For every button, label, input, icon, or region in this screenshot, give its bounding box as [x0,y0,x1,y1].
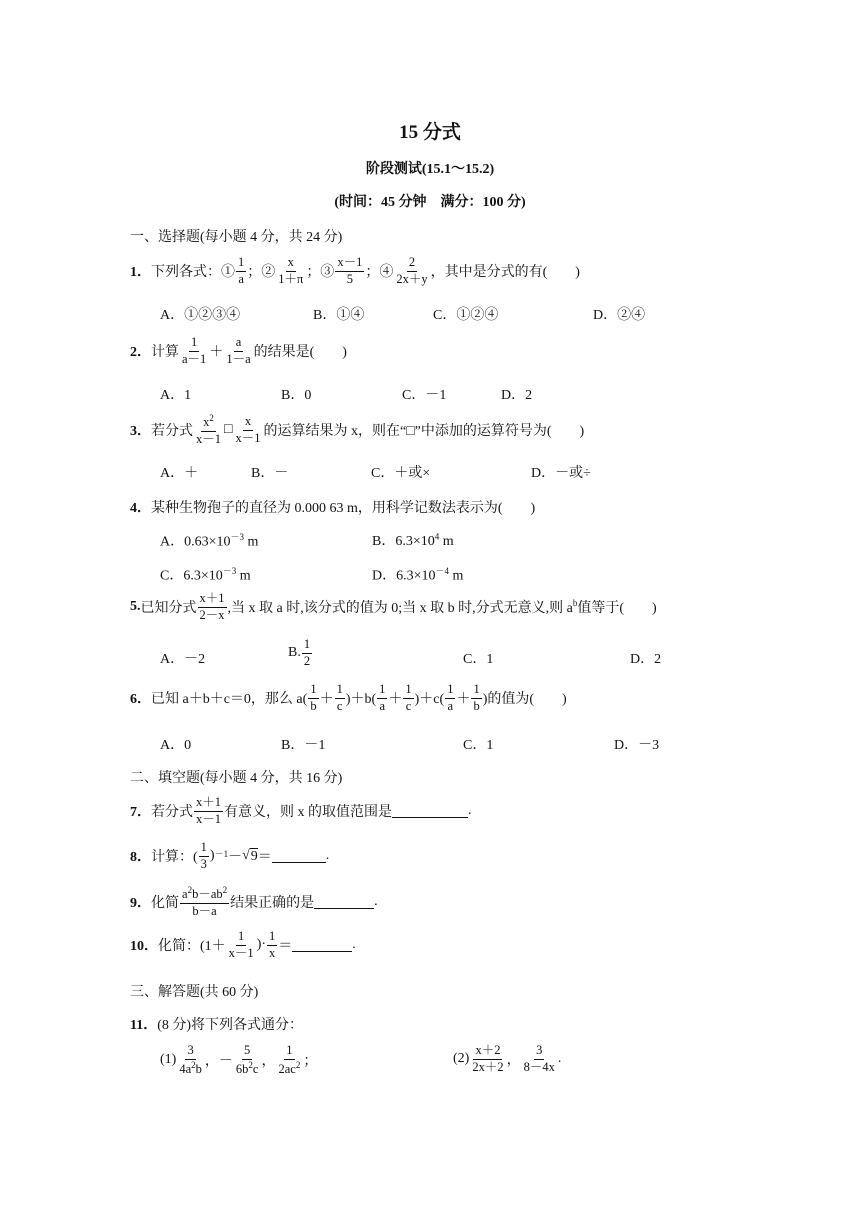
option-c: C．1 [463,738,494,753]
option-text: A．0.63×10 [160,534,231,550]
question-number: 8． [130,850,151,866]
question-number: 3． [130,424,151,440]
punctuation: . [352,937,356,953]
option-c: C．1 [463,652,494,667]
numerator: 1 [445,683,455,699]
question-number: 11． [130,1018,158,1033]
option-a: A．①②③④ [160,308,241,323]
numerator: x－1 [335,256,364,272]
question-4 [130,497,535,517]
operator: ＝ [257,850,272,866]
section-choice-heading: 一、选择题(每小题 4 分，共 24 分) [130,230,343,245]
numerator [201,414,216,432]
question-text: 已知分式 [140,601,197,617]
denominator: x－1 [196,431,222,446]
answer-blank[interactable] [392,805,468,818]
denominator: 2x＋y [396,271,428,286]
fraction [335,683,345,714]
question-text: 若分式 [151,424,193,440]
term: a [182,887,188,902]
denominator [276,1060,302,1077]
denominator: b－a [192,903,217,918]
fraction [194,414,223,447]
fraction [276,1044,302,1077]
term: b [195,1061,202,1076]
question-5 [130,592,657,623]
question-text: )的值为( ) [482,692,567,708]
fraction [234,1044,261,1077]
option-d: D．－或÷ [531,466,591,481]
option-b [288,638,313,669]
denominator: 2－x [199,607,225,622]
unit: m [449,568,464,584]
numerator [180,886,229,904]
fraction [267,930,277,961]
fraction [180,336,208,367]
operator: ＋ [319,692,334,708]
fraction [394,256,429,287]
fraction [180,886,229,919]
numerator: 1 [236,930,246,946]
denominator: b [473,698,480,713]
question-number: 6． [130,692,151,708]
numerator: 1 [335,683,345,699]
question-11-part-2 [453,1044,561,1075]
option-d: D．2 [630,652,662,667]
question-text: 若分式 [151,805,193,821]
option-a: A．－2 [160,652,206,667]
option-text: B. [288,645,301,661]
option-a: A．0 [160,738,192,753]
option-d: D．②④ [593,308,646,323]
numerator: x＋2 [473,1044,502,1060]
denominator: x－1 [228,945,254,960]
fraction [470,1044,505,1075]
denominator: c [405,698,412,713]
question-text: 的运算结果为 x，则在“□”中添加的运算符号为( ) [263,424,585,440]
time-score-info: (时间：45 分钟 满分：100 分) [334,195,526,210]
option-c: C．－1 [402,388,447,403]
option-b: B．－1 [281,738,326,753]
fraction [199,841,209,872]
operator: ＋ [456,692,471,708]
question-number: 10． [130,939,158,955]
denominator: 2x＋2 [472,1059,504,1074]
denominator: 2 [303,653,311,668]
punctuation: . [325,848,330,864]
fraction [224,336,252,367]
denominator: 5 [346,271,353,286]
denominator [234,1060,261,1077]
fraction [377,683,387,714]
answer-blank[interactable] [314,896,374,909]
fraction [403,683,413,714]
exponent: －3 [222,566,237,576]
numerator: x＋1 [194,796,223,812]
fraction [177,1044,204,1077]
denominator: b [310,698,317,713]
denominator [177,1060,204,1077]
blank-box: □ [224,422,233,438]
separator: ， [506,1053,521,1069]
fraction [445,683,455,714]
question-7 [130,796,472,827]
operator: － [228,850,243,866]
question-10 [130,930,356,961]
exponent: 2 [222,885,228,895]
term: 6b [235,1061,249,1076]
numerator: x [243,415,253,431]
question-text: )＋c( [414,692,445,708]
option-d: D．－3 [614,738,660,753]
question-text: 下列各式：① [151,265,235,281]
numerator: 5 [242,1044,252,1060]
operator: ＝ [278,939,293,955]
term: 4a [179,1061,192,1076]
denominator: 3 [200,856,207,871]
punctuation: . [374,894,378,910]
exponent: 2 [295,1059,301,1070]
denominator: x－1 [235,430,261,445]
question-text: ) [209,848,215,864]
option-d: D．2 [501,388,533,403]
question-text: 计算：( [151,850,198,866]
question-6 [130,683,567,714]
numerator: 1 [308,683,318,699]
question-text: 已知 a＋b＋c＝0，那么 a( [151,692,308,708]
term: c [252,1061,259,1076]
question-number: 9． [130,896,151,912]
question-11 [130,1014,303,1034]
operator: ＋ [388,692,403,708]
exponent: 2 [187,885,193,895]
question-text: 结果正确的是 [230,896,315,912]
option-a: A．＋ [160,466,199,481]
denominator: 1－a [226,351,251,366]
fraction [236,256,246,287]
question-8 [130,841,329,872]
unit: m [244,534,259,550]
fraction [194,796,223,827]
question-text: 化简 [151,896,179,912]
separator: ， [261,1054,276,1070]
numerator: 1 [236,256,246,272]
fraction [198,592,227,623]
exponent: －3 [230,532,245,542]
numerator: x＋1 [198,592,227,608]
section-solve-heading: 三、解答题(共 60 分) [130,985,259,1000]
question-2 [130,336,347,367]
numerator: 1 [189,336,199,352]
question-text: 计算 [151,345,179,361]
numerator: 1 [403,683,413,699]
option-a: A．1 [160,388,192,403]
question-text: ；③ [306,265,335,281]
punctuation: . [468,803,472,819]
option-a [160,530,258,551]
fraction [233,415,262,446]
option-b: B．①④ [313,308,365,323]
question-number: 2． [130,345,151,361]
option-d [372,564,463,585]
sqrt-icon: √ [242,848,250,864]
fraction [335,256,364,287]
test-subtitle: 阶段测试(15.1～15.2) [365,162,495,177]
exponent: －1 [214,849,229,859]
question-number: 5. [130,599,141,615]
option-b [372,530,454,550]
term: b－ab [192,887,223,902]
exponent: 2 [209,413,214,423]
denominator: a [238,271,244,286]
option-b: B．－ [251,466,289,481]
fraction [471,683,481,714]
page-title: 15 分式 [399,122,461,143]
part-label: (2) [453,1051,470,1067]
operator: ＋ [209,345,224,361]
option-c [160,564,251,585]
numerator: 1 [199,841,209,857]
question-text: ；④ [365,265,394,281]
option-c: C．＋或× [371,466,431,481]
question-number: 1． [130,265,151,281]
numerator: 1 [284,1044,294,1060]
fraction [522,1044,557,1075]
exponent: －4 [435,566,450,576]
unit: m [439,534,454,549]
exponent: b [572,598,578,608]
question-number: 4． [130,501,151,516]
question-text: 的结果是( ) [253,345,347,361]
fraction [227,930,256,961]
exponent: 2 [248,1059,253,1070]
punctuation: . [557,1051,562,1067]
numerator: 1 [302,638,312,654]
unit: m [236,568,251,584]
separator: ，－ [204,1054,233,1070]
option-text: B．6.3×10 [372,534,435,549]
fraction [308,683,318,714]
numerator: 1 [267,930,277,946]
question-3 [130,414,584,447]
denominator: 8－4x [523,1059,555,1074]
exponent: 4 [434,531,440,542]
denominator: 1＋π [278,271,304,286]
question-1 [130,256,580,287]
numerator: 3 [534,1044,544,1060]
answer-blank[interactable] [272,850,326,863]
punctuation: ； [303,1054,318,1070]
question-text: )＋b( [345,692,377,708]
numerator: x [286,256,296,272]
denominator: x [269,945,276,960]
radicand: 9 [250,848,258,864]
numerator: 1 [471,683,481,699]
denominator: a [379,698,386,713]
question-11-part-1 [160,1044,317,1077]
denominator: x－1 [196,811,222,826]
exponent: 2 [191,1059,196,1070]
question-9 [130,886,378,919]
answer-blank[interactable] [292,939,352,952]
denominator: c [336,698,343,713]
fraction [302,638,312,669]
option-c: C．①②④ [433,308,499,323]
denominator: a－1 [182,351,207,366]
numerator: 1 [377,683,387,699]
option-text: D．6.3×10 [372,568,436,584]
numerator: 3 [185,1044,195,1060]
question-text: ，其中是分式的有( ) [430,265,580,281]
variable: x [203,415,210,430]
numerator: a [234,336,244,352]
question-number: 7． [130,805,151,821]
question-text: 某种生物孢子的直径为 0.000 63 m，用科学记数法表示为( ) [151,501,536,516]
part-label: (1) [160,1052,177,1068]
denominator: a [447,698,454,713]
question-text: ,当 x 取 a 时,该分式的值为 0;当 x 取 b 时,分式无意义,则 a [227,601,573,617]
question-text: 有意义，则 x 的取值范围是 [224,805,393,821]
term: 2ac [278,1061,296,1076]
section-fill-heading: 二、填空题(每小题 4 分，共 16 分) [130,771,343,786]
numerator: 2 [407,256,417,272]
question-text: (8 分)将下列各式通分： [157,1018,304,1033]
question-text: 化简：(1＋ [158,939,226,955]
option-b: B．0 [281,388,312,403]
question-text: ；② [247,265,276,281]
option-text: C．6.3×10 [160,568,223,584]
question-text: 值等于( ) [577,601,657,617]
fraction [276,256,305,287]
question-text: )· [256,937,267,953]
